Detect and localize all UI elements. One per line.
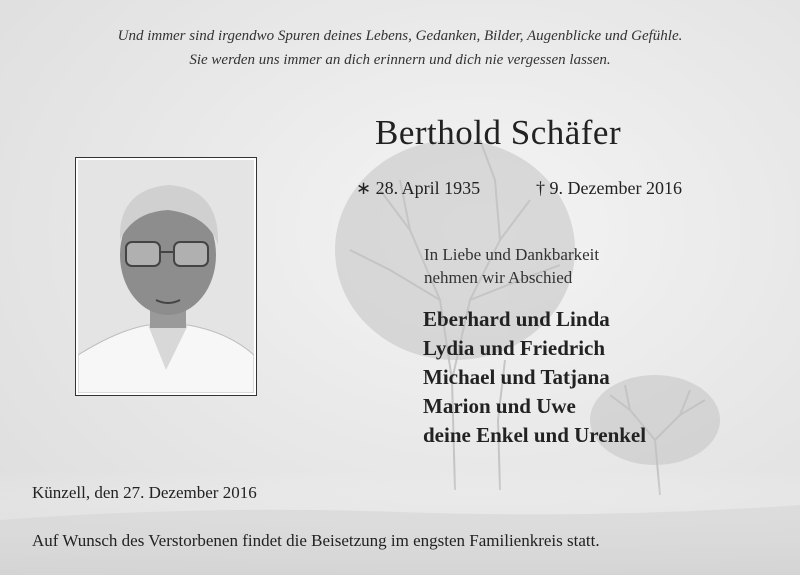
- mourner-entry: Lydia und Friedrich: [423, 336, 606, 360]
- death-date: † 9. Dezember 2016: [536, 178, 682, 198]
- mourners-list: [423, 305, 646, 450]
- place-and-date: Künzell, den 27. Dezember 2016: [32, 483, 257, 502]
- memorial-quote: [0, 24, 800, 72]
- deceased-name: Berthold Schäfer: [375, 113, 622, 152]
- intro-line-2: nehmen wir Abschied: [424, 268, 573, 287]
- mourner-entry: deine Enkel und Urenkel: [423, 423, 647, 447]
- quote-line-2: Sie werden uns immer an dich erinnern und dich nie vergessen lassen.: [189, 52, 611, 68]
- portrait-image: [78, 160, 254, 393]
- mourner-entry: Michael und Tatjana: [423, 365, 610, 389]
- mourner-entry: Eberhard und Linda: [423, 307, 610, 331]
- birth-date: ∗ 28. April 1935: [356, 178, 481, 198]
- portrait-photo: [75, 157, 257, 396]
- funeral-note: Auf Wunsch des Verstorbenen findet die Beisetzung im engsten Familienkreis statt.: [32, 531, 600, 550]
- quote-line-1: Und immer sind irgendwo Spuren deines Lebens, Gedanken, Bilder, Augenblicke und Gefühle.: [117, 28, 683, 44]
- intro-line-1: In Liebe und Dankbarkeit: [424, 245, 600, 264]
- farewell-intro: [424, 243, 599, 289]
- mourner-entry: Marion und Uwe: [423, 394, 576, 418]
